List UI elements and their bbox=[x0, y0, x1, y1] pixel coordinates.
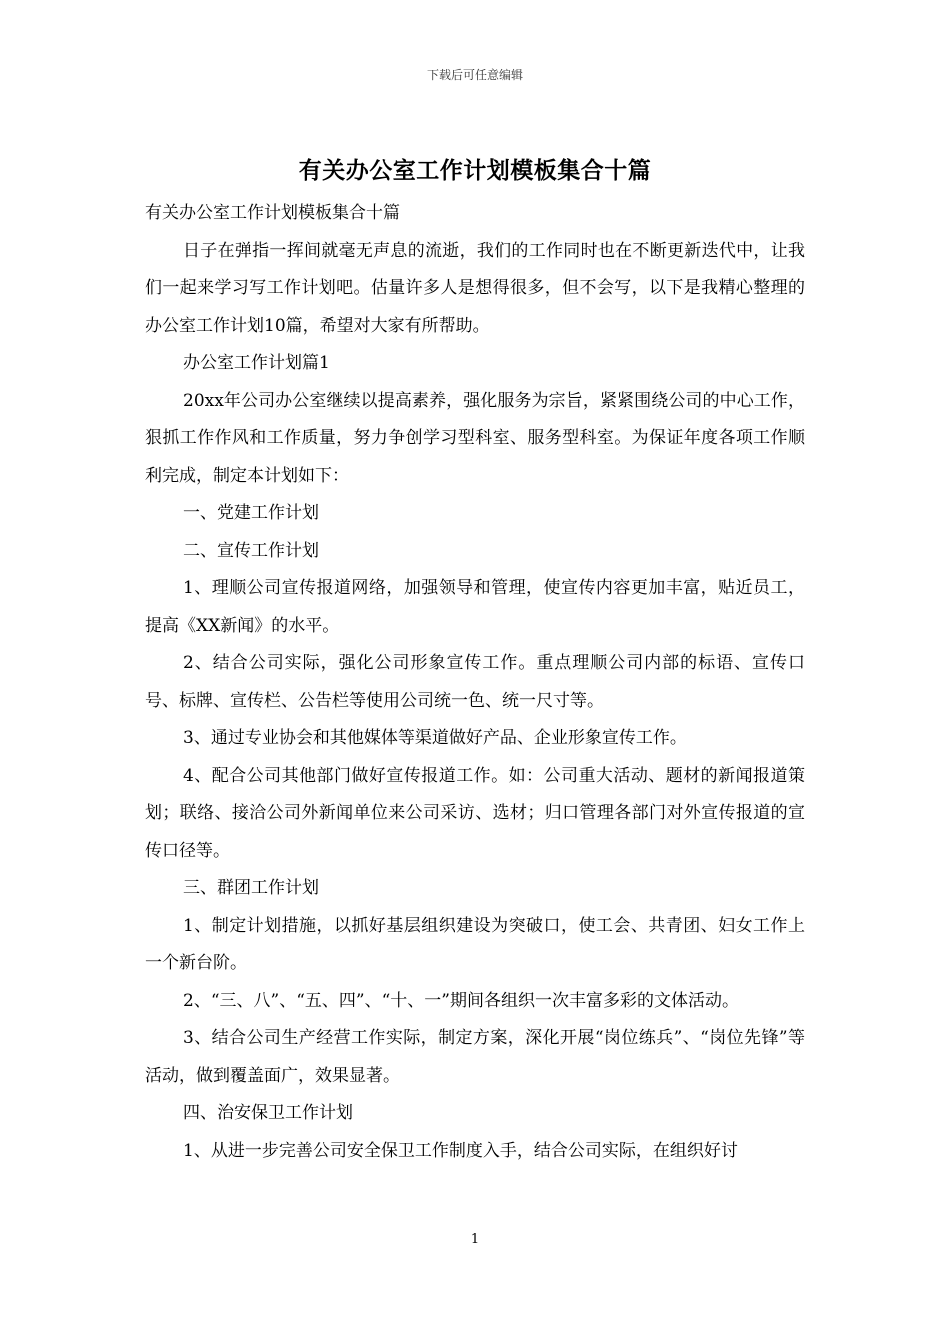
paragraph-intro: 日子在弹指一挥间就毫无声息的流逝，我们的工作同时也在不断更新迭代中，让我们一起来学习写工作计划吧。估量许多人是想得很多，但不会写，以下是我精心整理的办公室工作计划10篇，希望对大家有所帮助。 bbox=[145, 240, 805, 336]
section-heading-plan-1: 办公室工作计划篇1 bbox=[183, 353, 330, 373]
list-item: 3、通过专业协会和其他媒体等渠道做好产品、企业形象宣传工作。 bbox=[183, 728, 687, 748]
list-item: 1、制定计划措施，以抓好基层组织建设为突破口，使工会、共青团、妇女工作上一个新台阶。 bbox=[145, 915, 805, 973]
document-title: 有关办公室工作计划模板集合十篇 bbox=[298, 157, 652, 184]
section-heading-mass-org: 三、群团工作计划 bbox=[183, 878, 319, 898]
list-item: 4、配合公司其他部门做好宣传报道工作。如：公司重大活动、题材的新闻报道策划；联络、接洽公司外新闻单位来公司采访、选材；归口管理各部门对外宣传报道的宣传口径等。 bbox=[145, 765, 805, 861]
section-heading-security: 四、治安保卫工作计划 bbox=[183, 1103, 353, 1123]
section-heading-party: 一、党建工作计划 bbox=[183, 503, 319, 523]
section-heading-publicity: 二、宣传工作计划 bbox=[183, 540, 319, 561]
list-item: 3、结合公司生产经营工作实际，制定方案，深化开展“岗位练兵”、“岗位先锋”等活动，做到覆盖面广，效果显著。 bbox=[145, 1028, 805, 1086]
paragraph-subtitle: 有关办公室工作计划模板集合十篇 bbox=[145, 203, 400, 223]
page-number: 1 bbox=[470, 1232, 480, 1247]
paragraph-overview: 20xx年公司办公室继续以提高素养，强化服务为宗旨，紧紧围绕公司的中心工作，狠抓工作作风和工作质量，努力争创学习型科室、服务型科室。为保证年度各项工作顺利完成，制定本计划如下： bbox=[145, 390, 805, 486]
list-item: 2、“三、八”、“五、四”、“十、一”期间各组织一次丰富多彩的文体活动。 bbox=[183, 990, 739, 1011]
document-body bbox=[145, 195, 805, 1170]
list-item: 1、理顺公司宣传报道网络，加强领导和管理，使宣传内容更加丰富，贴近员工，提高《XX新闻》的水平。 bbox=[145, 578, 805, 636]
list-item: 1、从进一步完善公司安全保卫工作制度入手，结合公司实际，在组织好讨 bbox=[183, 1140, 738, 1161]
list-item: 2、结合公司实际，强化公司形象宣传工作。重点理顺公司内部的标语、宣传口号、标牌、宣传栏、公告栏等使用公司统一色、统一尺寸等。 bbox=[145, 653, 805, 711]
header-note: 下载后可任意编辑 bbox=[426, 68, 523, 82]
